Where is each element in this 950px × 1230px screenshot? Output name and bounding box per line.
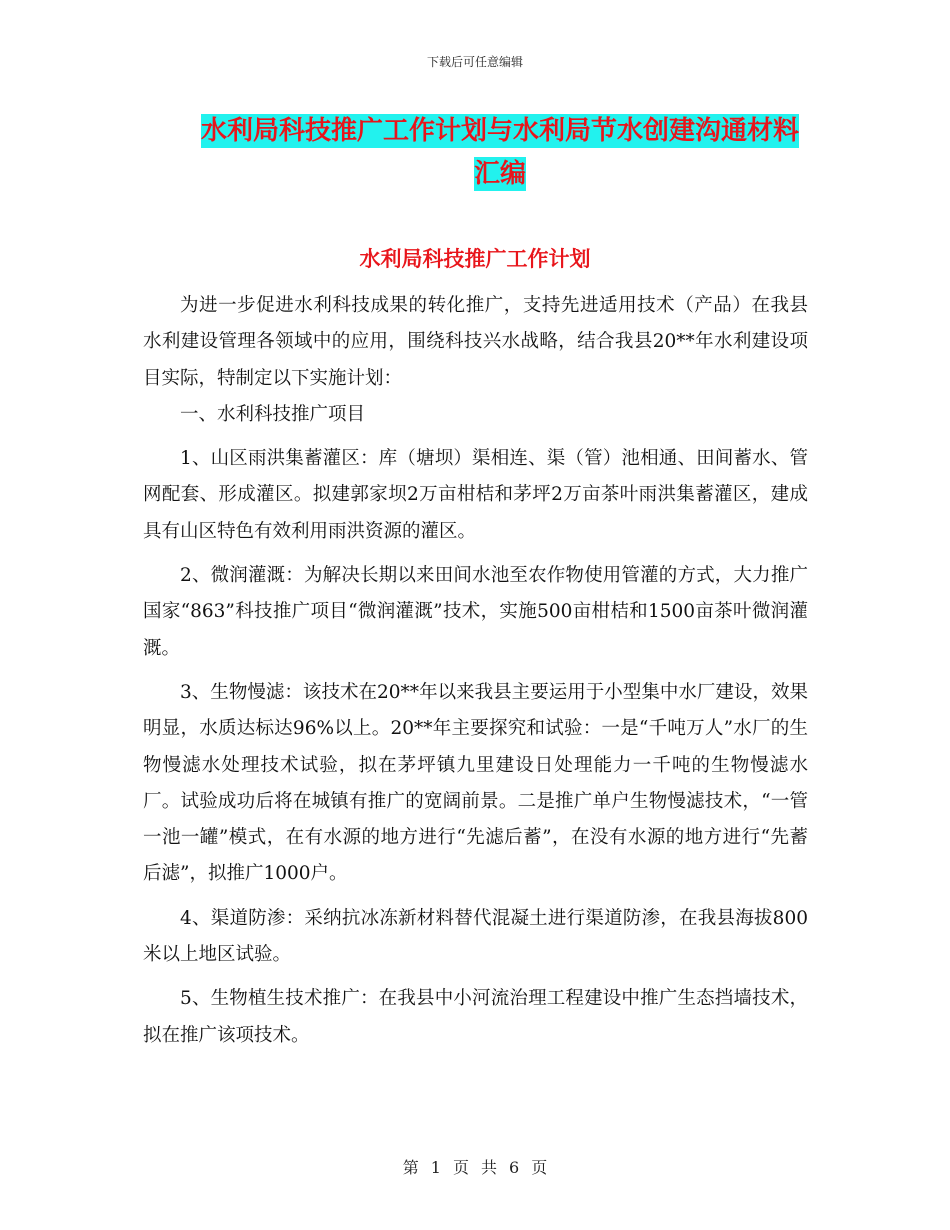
paragraph-item-5: 5、生物植生技术推广：在我县中小河流治理工程建设中推广生态挡墙技术，拟在推广该项技术。 bbox=[143, 988, 808, 1046]
paragraph-item-3: 3、生物慢滤：该技术在20**年以来我县主要运用于小型集中水厂建设，效果明显，水质达标达96%以上。20**年主要探究和试验：一是“千吨万人”水厂的生物慢滤水处理技术试验，拟在茅坪镇九里建设日处理能力一千吨的生物慢滤水厂。试验成功后将在城镇有推广的宽阔前景。二是推广单户生物慢滤技术，“一管一池一罐”模式，在有水源的地方进行“先滤后蓄”，在没有水源的地方进行“先蓄后滤”，拟推广1000户。 bbox=[143, 681, 808, 885]
footer-total-unit: 页 bbox=[531, 1158, 548, 1177]
footer-prefix: 第 bbox=[402, 1158, 419, 1177]
footer-total-prefix: 共 bbox=[481, 1158, 498, 1177]
header-note: 下载后可任意编辑 bbox=[426, 55, 523, 69]
paragraph-item-2: 2、微润灌溉：为解决长期以来田间水池至农作物使用管灌的方式，大力推广国家“863”科技推广项目“微润灌溉”技术，实施500亩柑桔和1500亩茶叶微润灌溉。 bbox=[143, 565, 808, 659]
paragraph-intro: 为进一步促进水利科技成果的转化推广，支持先进适用技术（产品）在我县水利建设管理各领域中的应用，围绕科技兴水战略，结合我县20**年水利建设项目实际，特制定以下实施计划： bbox=[143, 295, 808, 389]
paragraph-item-1: 1、山区雨洪集蓄灌区：库（塘坝）渠相连、渠（管）池相通、田间蓄水、管网配套、形成灌区。拟建郭家坝2万亩柑桔和茅坪2万亩茶叶雨洪集蓄灌区，建成具有山区特色有效利用雨洪资源的灌区。 bbox=[143, 448, 808, 542]
body-text bbox=[143, 288, 808, 1054]
footer-total-pages: 6 bbox=[509, 1158, 520, 1177]
section-subtitle: 水利局科技推广工作计划 bbox=[359, 247, 591, 271]
page-footer bbox=[0, 1155, 950, 1178]
paragraph-heading: 一、水利科技推广项目 bbox=[180, 403, 366, 425]
title-highlight-1: 水利局科技推广工作计划与水利局节水创建沟通材料 bbox=[200, 116, 799, 146]
paragraph-item-4: 4、渠道防渗：采纳抗冰冻新材料替代混凝土进行渠道防渗，在我县海拔800米以上地区试验。 bbox=[143, 907, 808, 966]
document-title-line-2 bbox=[190, 152, 810, 197]
document-title-line-1 bbox=[190, 109, 810, 154]
footer-page-number: 1 bbox=[430, 1158, 441, 1177]
title-highlight-2: 汇编 bbox=[473, 159, 526, 189]
footer-page-unit: 页 bbox=[452, 1158, 469, 1177]
